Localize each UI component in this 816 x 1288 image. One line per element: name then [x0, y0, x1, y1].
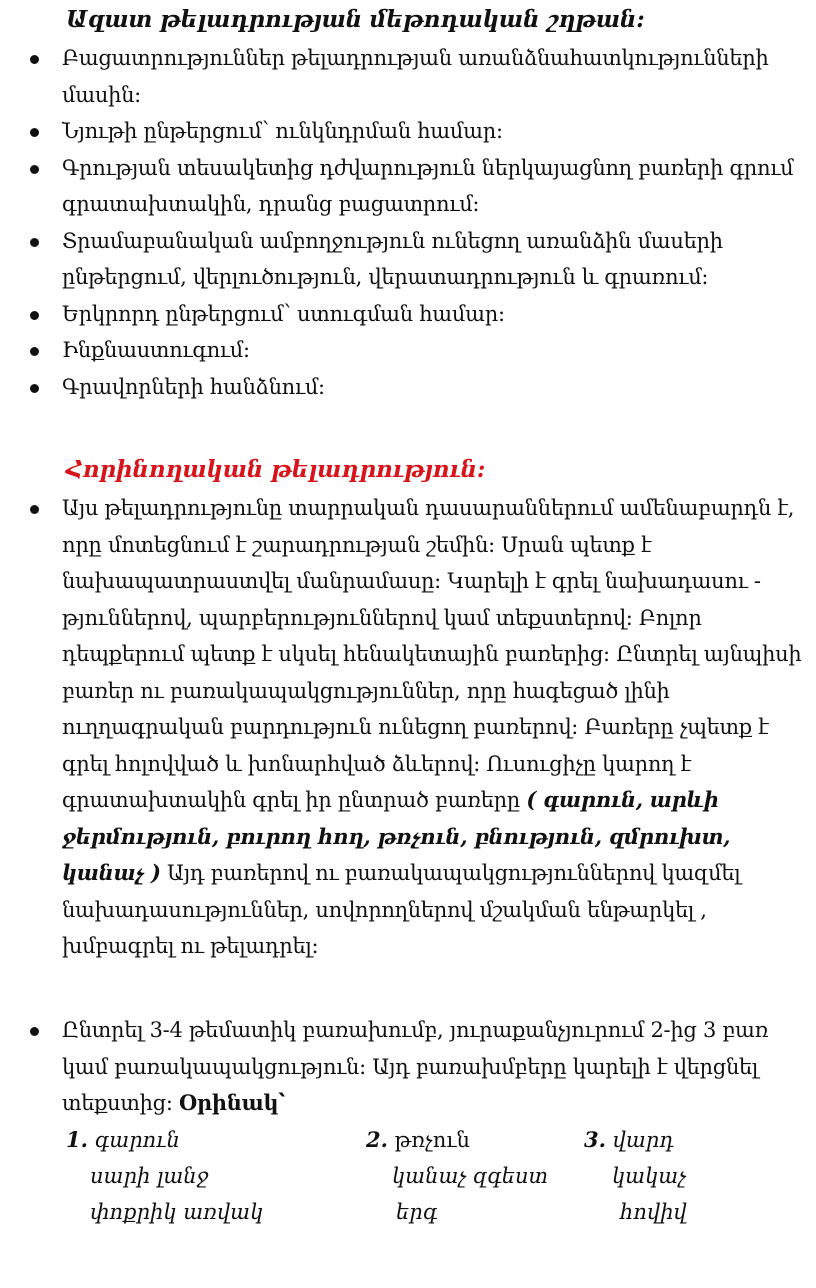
- bullet-icon: [30, 1027, 39, 1036]
- bullet-icon: [30, 347, 39, 356]
- group-word: կանաչ զգեստ: [392, 1164, 549, 1188]
- bullet-icon: [30, 55, 39, 64]
- group-header-word: գարուն: [94, 1128, 180, 1152]
- group-number: 2.: [366, 1127, 388, 1152]
- paragraph-text: Այս թելադրությունը տարրական դասարաններում ամենաբարդն է, որը մոտեցնում է շարադրության շեմին: Սրան պետք է նախապատրաստվել մանրամասը: Կարելի է գրել նախադասու - թյուններով, պարբերություններով կամ տեքստերով: Բոլոր դեպքերում պետք է սկսել հենակետային բառերից: Ընտրել այնպիսի բառեր ու բառակապակցություններ, որը հագեցած լինի ուղղագրական բարդություն ունեցող բառերով: Բառերը չպետք է գրել հոլովված և խոնարհված ձևերով: Ուսուցիչը կարող է գրատախտակին գրել իր ընտրած բառերը: [62, 496, 802, 812]
- bullet-icon: [30, 128, 39, 137]
- group-number: 3.: [584, 1127, 606, 1152]
- bullet-icon: [30, 311, 39, 320]
- group-number: 1.: [66, 1127, 88, 1152]
- group-header-word: վարդ: [612, 1128, 674, 1152]
- list-item-text: Գրավորների հանձնում:: [62, 374, 325, 399]
- example-label: Օրինակ՝: [179, 1090, 285, 1115]
- bullet-icon: [30, 165, 39, 174]
- list-item-text: Ինքնաստուգում:: [62, 338, 250, 362]
- list-item: [0, 369, 816, 406]
- list-item: [0, 490, 816, 965]
- list-item: [0, 150, 816, 223]
- group-word: կակաչ: [612, 1164, 686, 1188]
- paragraph-text: Ընտրել 3-4 թեմատիկ բառախումբ, յուրաքանչյուրում 2-ից 3 բառ կամ բառակապակցություն: Այդ բառախմբերը կարելի է վերցնել տեքստից:: [62, 1018, 769, 1115]
- bullet-icon: [30, 238, 39, 247]
- list-item: [0, 40, 816, 113]
- word-group-header: [366, 1122, 548, 1158]
- list-item: [0, 113, 816, 150]
- list-item-text: [62, 1012, 810, 1122]
- section-title-free-dictation: Ազատ թելադրության մեթոդական շղթան:: [66, 6, 645, 33]
- bullet-icon: [30, 384, 39, 393]
- list-item-text: Երկրորդ ընթերցում՝ ստուգման համար:: [62, 301, 505, 326]
- list-item: [0, 1012, 816, 1122]
- group-word: սարի լանջ: [90, 1164, 209, 1188]
- group-word: երգ: [396, 1200, 438, 1224]
- creative-dictation-list-2: [0, 1012, 816, 1122]
- section-title-creative-dictation: Հորինողական թելադրություն:: [66, 456, 486, 483]
- list-item: [0, 223, 816, 296]
- word-group-header: [66, 1122, 263, 1158]
- list-item-text: [62, 490, 810, 965]
- paragraph-tail: Այդ բառերով ու բառակապակցություններով կազմել նախադասություններ, սովորողներով մշակման ենթարկել , խմբագրել ու թելադրել:: [62, 861, 741, 958]
- word-group-3: [584, 1122, 687, 1230]
- word-group-header: [584, 1122, 687, 1158]
- list-item: [0, 332, 816, 369]
- list-item-text: Գրության տեսակետից դժվարություն ներկայացնող բառերի գրում գրատախտակին, դրանց բացատրում:: [62, 155, 794, 216]
- bullet-icon: [30, 505, 39, 514]
- free-dictation-steps-list: [0, 40, 816, 405]
- list-item-text: Նյութի ընթերցում՝ ունկնդրման համար:: [62, 119, 503, 143]
- group-word: հովիվ: [620, 1200, 687, 1224]
- list-item-text: Տրամաբանական ամբողջություն ունեցող առանձին մասերի ընթերցում, վերլուծություն, վերատադրություն և գրառում:: [62, 228, 723, 289]
- group-word: փոքրիկ առվակ: [90, 1200, 264, 1224]
- group-header-word: թռչուն: [394, 1128, 470, 1152]
- creative-dictation-list: [0, 490, 816, 965]
- list-item-text: Բացատրություններ թելադրության առանձնահատկությունների մասին:: [62, 46, 769, 107]
- word-group-2: [366, 1122, 548, 1230]
- word-group-1: [66, 1122, 263, 1230]
- list-item: [0, 296, 816, 333]
- example-words-emphasis: ( գարուն, արևի ջերմություն, բուրող հող, թռչուն, բնություն, զմրուխտ, կանաչ ): [62, 787, 731, 885]
